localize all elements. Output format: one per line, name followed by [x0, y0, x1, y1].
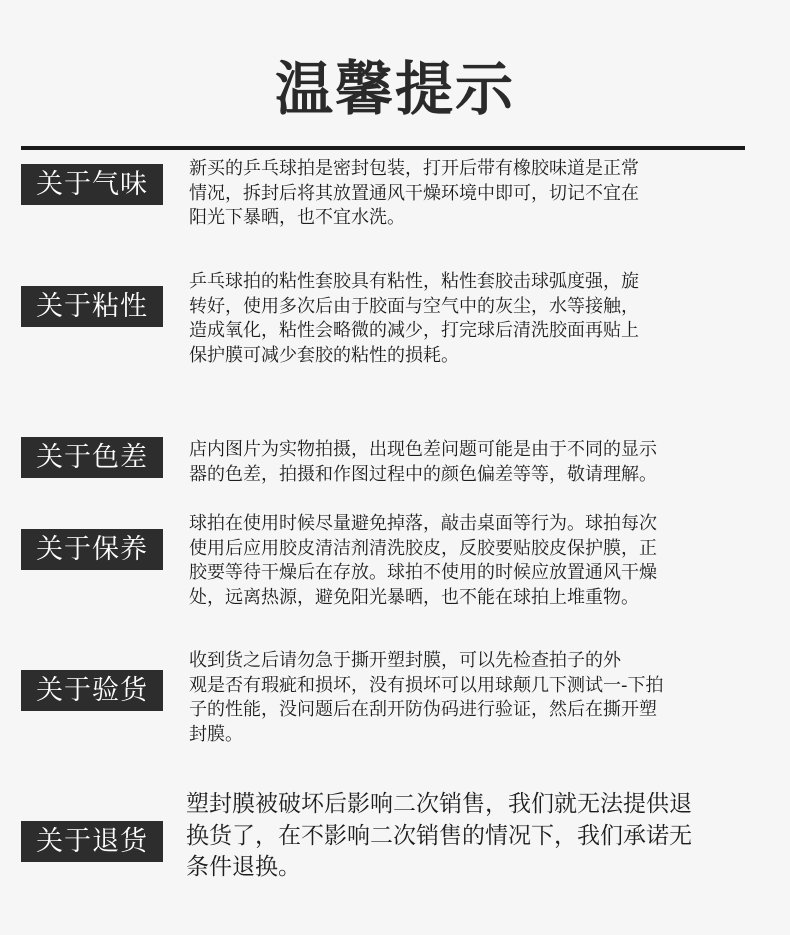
- title-divider: [21, 146, 745, 150]
- text-line: 器的色差，拍摄和作图过程中的颜色偏差等等，敬请理解。: [189, 463, 657, 485]
- label-returns: 关于退货: [21, 821, 163, 862]
- text-maintenance: [189, 512, 657, 610]
- text-line: 情况，拆封后将其放置通风干燥环境中即可，切记不宜在: [189, 182, 639, 204]
- text-line: 收到货之后请勿急于撕开塑封膜，可以先检查拍子的外: [189, 650, 621, 671]
- text-line: 处，远离热源，避免阳光暴晒，也不能在球拍上堆重物。: [189, 586, 639, 608]
- label-color-difference: 关于色差: [21, 437, 163, 478]
- text-line: 转好，使用多次后由于胶面与空气中的灰尘，水等接触，: [189, 295, 639, 317]
- text-line: 观是否有瑕疵和损坏，没有损坏可以用球颠几下测试一-下拍: [189, 674, 664, 696]
- text-line: 阳光下暴晒，也不宜水洗。: [189, 207, 405, 228]
- text-line: 使用后应用胶皮清洁剂清洗胶皮，反胶要贴胶皮保护膜，正: [189, 537, 657, 559]
- text-smell: [189, 157, 639, 231]
- text-line: 店内图片为实物拍摄，出现色差问题可能是由于不同的显示: [189, 439, 657, 460]
- label-stickiness: 关于粘性: [21, 286, 163, 327]
- text-inspection: [189, 649, 664, 747]
- label-smell: 关于气味: [21, 164, 163, 205]
- text-color-difference: [189, 438, 657, 487]
- text-line: 新买的乒乓球拍是密封包装，打开后带有橡胶味道是正常: [189, 158, 639, 179]
- text-line: 条件退换。: [186, 854, 301, 880]
- text-line: 造成氧化，粘性会略微的减少，打完球后清洗胶面再贴上: [189, 320, 639, 341]
- text-line: 子的性能，没问题后在刮开防伪码进行验证，然后在撕开塑: [189, 699, 657, 720]
- label-inspection: 关于验货: [21, 670, 163, 711]
- page-title: 温馨提示: [274, 55, 515, 123]
- text-returns: [186, 789, 692, 884]
- text-line: 塑封膜被破坏后影响二次销售，我们就无法提供退: [186, 791, 692, 817]
- text-line: 球拍在使用时候尽量避免掉落，敲击桌面等行为。球拍每次: [189, 513, 657, 534]
- text-line: 乒乓球拍的粘性套胶具有粘性，粘性套胶击球弧度强，旋: [189, 271, 639, 292]
- text-line: 换货了，在不影响二次销售的情况下，我们承诺无: [186, 822, 692, 849]
- label-maintenance: 关于保养: [21, 529, 163, 570]
- text-stickiness: [189, 270, 639, 368]
- text-line: 保护膜可减少套胶的粘性的损耗。: [189, 344, 459, 366]
- text-line: 封膜。: [189, 723, 243, 745]
- text-line: 胶要等待干燥后在存放。球拍不使用的时候应放置通风干燥: [189, 562, 657, 583]
